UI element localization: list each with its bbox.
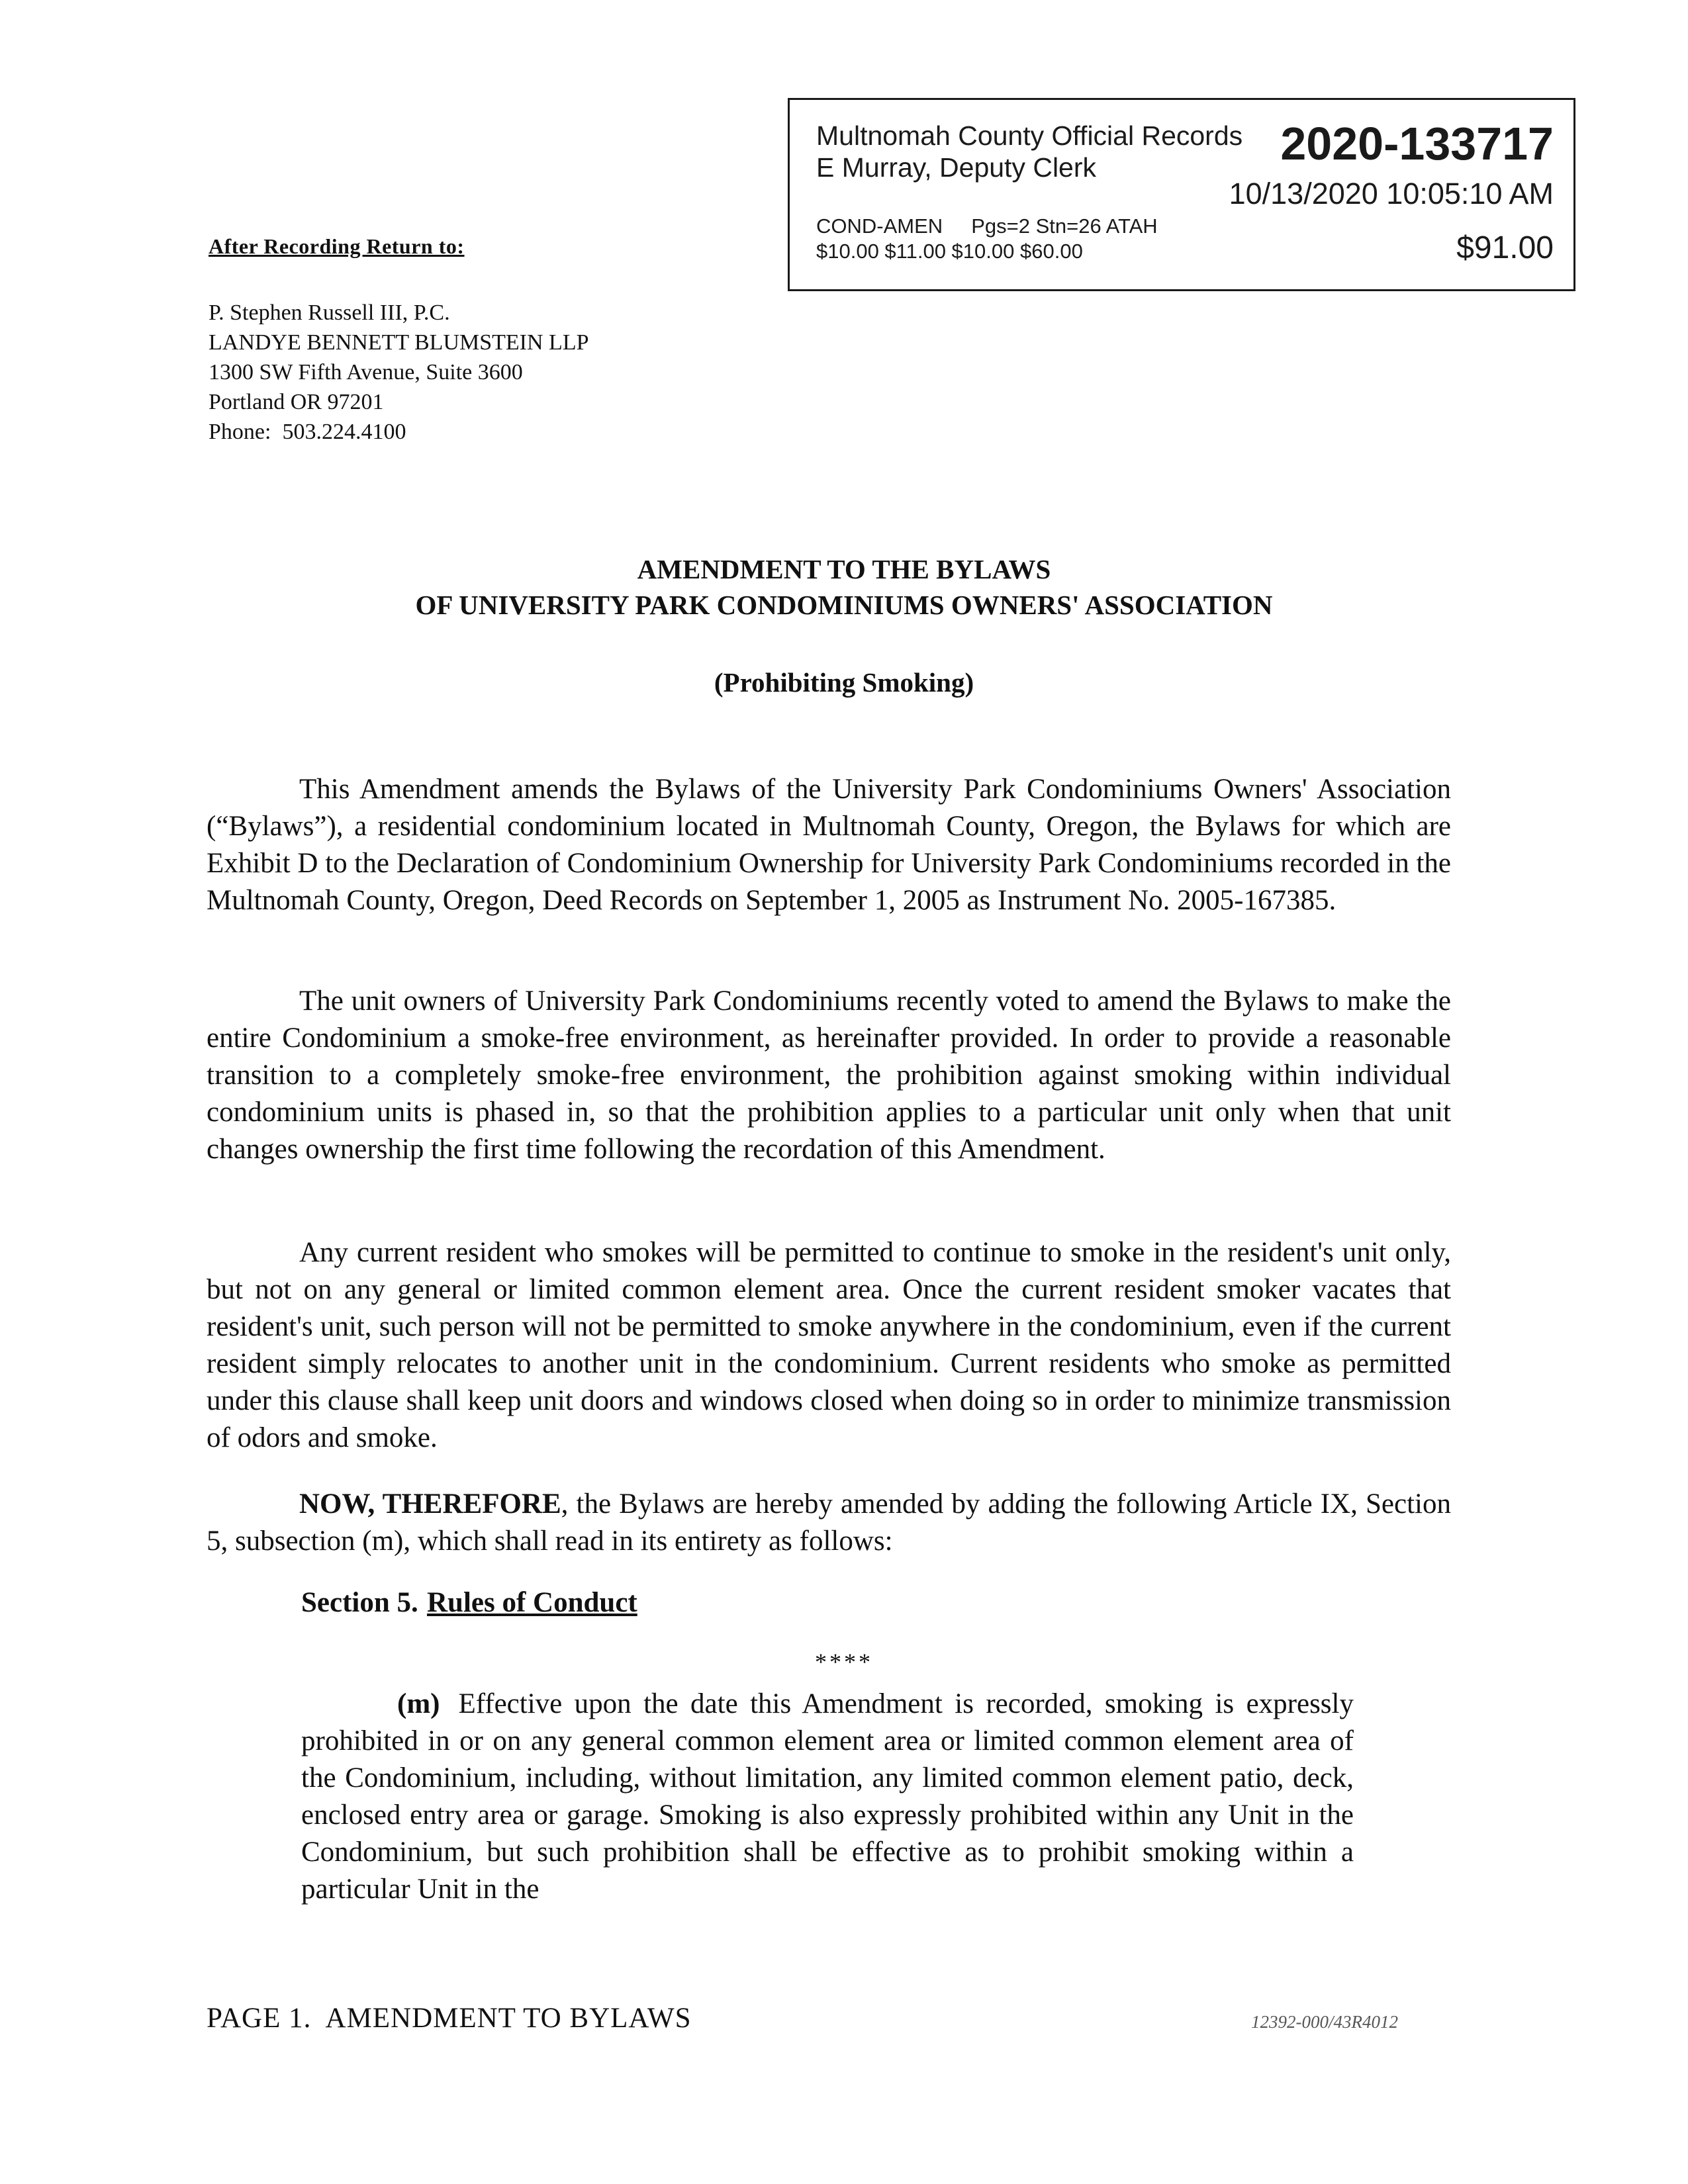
page-footer-label: PAGE 1. AMENDMENT TO BYLAWS xyxy=(207,2003,692,2034)
return-to-heading: After Recording Return to: xyxy=(209,234,465,258)
paragraph-current-residents: Any current resident who smokes will be permitted to continue to smoke in the resident's unit only, but not on any general or limited common element area. Once the current resident smoker vacates that resident's unit, such person will not be permitted to smoke anywhere in the condominium, even if the current resident simply relocates to another unit in the condominium. Current residents who smoke as permitted under this clause shall keep unit doors and windows closed when doing so in order to minimize transmission of odors and smoke. xyxy=(207,1237,1451,1453)
now-therefore-text: , the Bylaws are hereby amended by adding the following Article IX, Section 5, subsection (m), which shall read in its entirety as follows: xyxy=(207,1488,1451,1557)
section-number: Section 5. xyxy=(301,1587,418,1618)
fee-codes-line2: $10.00 $11.00 $10.00 $60.00 xyxy=(816,240,1083,263)
now-therefore-lead: NOW, THEREFORE xyxy=(299,1488,561,1520)
fee-codes xyxy=(816,214,1158,264)
paragraph-now-therefore xyxy=(207,1486,1451,1560)
return-address xyxy=(209,298,589,447)
subsection-m xyxy=(301,1686,1354,1908)
return-firm: LANDYE BENNETT BLUMSTEIN LLP xyxy=(209,330,589,355)
return-city: Portland OR 97201 xyxy=(209,390,384,414)
recording-office xyxy=(816,120,1243,183)
document-title-line1: AMENDMENT TO THE BYLAWS xyxy=(637,554,1051,584)
document-number: 2020-133717 xyxy=(1280,118,1554,169)
subsection-text: Effective upon the date this Amendment is recorded, smoking is expressly prohibited in or on any general common element area or limited common element area of the Condominium, including, without limitation, any limited common element patio, deck, enclosed entry area or garage. Smoking is also expressly prohibited within any Unit in the Condominium, but such prohibition shall be effective as to prohibit smoking within a particular Unit in the xyxy=(301,1688,1354,1905)
paragraph-intro: This Amendment amends the Bylaws of the University Park Condominiums Owners' Association (“Bylaws”), a residential condominium located in Multnomah County, Oregon, the Bylaws for which are Exhibit D to the Declaration of Condominium Ownership for University Park Condominiums recorded in the Multnomah County, Oregon, Deed Records on September 1, 2005 as Instrument No. 2005-167385. xyxy=(207,774,1451,916)
recording-office-line1: Multnomah County Official Records xyxy=(816,120,1243,151)
subsection-label: (m) xyxy=(397,1688,440,1719)
paragraph-transition: The unit owners of University Park Condominiums recently voted to amend the Bylaws to make the entire Condominium a smoke-free environment, as hereinafter provided. In order to provide a reasonable transition to a completely smoke-free environment, the prohibition against smoking within individual condominium units is phased in, so that the prohibition applies to a particular unit only when that unit changes ownership the first time following the recordation of this Amendment. xyxy=(207,985,1451,1165)
file-reference: 12392-000/43R4012 xyxy=(1251,2012,1398,2032)
recording-office-line2: E Murray, Deputy Clerk xyxy=(816,152,1097,183)
section-heading xyxy=(301,1586,637,1619)
fee-total: $91.00 xyxy=(1456,230,1554,265)
return-street: 1300 SW Fifth Avenue, Suite 3600 xyxy=(209,360,523,385)
omission-stars: **** xyxy=(815,1649,873,1675)
recording-stamp xyxy=(788,98,1575,291)
return-name: P. Stephen Russell III, P.C. xyxy=(209,300,450,325)
return-phone: Phone: 503.224.4100 xyxy=(209,420,406,444)
fee-codes-line1: COND-AMEN Pgs=2 Stn=26 ATAH xyxy=(816,214,1158,238)
recording-datetime: 10/13/2020 10:05:10 AM xyxy=(1229,177,1554,210)
document-subtitle: (Prohibiting Smoking) xyxy=(714,667,974,698)
section-title: Rules of Conduct xyxy=(427,1587,637,1618)
document-title-line2: OF UNIVERSITY PARK CONDOMINIUMS OWNERS' ASSOCIATION xyxy=(415,590,1273,620)
